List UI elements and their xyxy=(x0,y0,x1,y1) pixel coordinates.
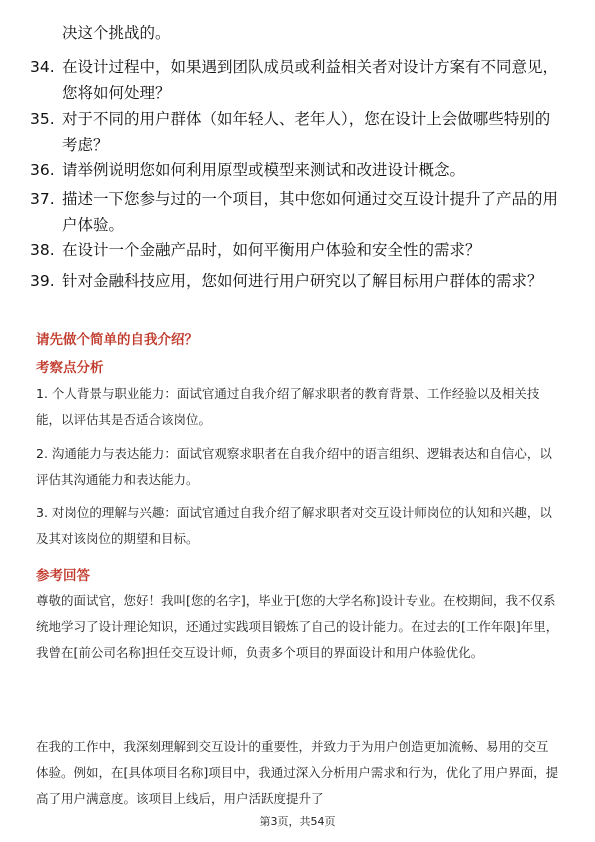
question-text: 请举例说明您如何利用原型或模型来测试和改进设计概念。 xyxy=(62,161,466,179)
analysis-point: 3. 对岗位的理解与兴趣：面试官通过自我介绍了解求职者对交互设计师岗位的认知和兴趣，以及其对该岗位的期望和目标。 xyxy=(36,505,552,546)
question-text: 对于不同的用户群体（如年轻人、老年人），您在设计上会做哪些特别的考虑？ xyxy=(62,110,551,154)
question-text: 针对金融科技应用，您如何进行用户研究以了解目标用户群体的需求？ xyxy=(62,272,543,290)
question-item xyxy=(30,54,570,106)
answer-heading: 参考回答 xyxy=(36,568,90,584)
continuation-text: 决这个挑战的。 xyxy=(62,24,171,42)
question-number: 36. xyxy=(30,161,55,179)
question-number: 38. xyxy=(30,241,55,259)
question-number: 39. xyxy=(30,272,55,290)
page-footer: 第3页，共54页 xyxy=(259,815,336,828)
answer-paragraph: 在我的工作中，我深刻理解到交互设计的重要性，并致力于为用户创造更加流畅、易用的交互体验。例如，在[具体项目名称]项目中，我通过深入分析用户需求和行为，优化了用户界面，提高了用户满意度。该项目上线后，用户活跃度提升了 xyxy=(36,739,559,806)
question-number: 34. xyxy=(30,58,55,76)
question-heading: 请先做个简单的自我介绍？ xyxy=(36,332,198,348)
question-text: 在设计过程中，如果遇到团队成员或利益相关者对设计方案有不同意见，您将如何处理？ xyxy=(62,58,559,102)
question-item xyxy=(30,106,570,158)
question-number: 37. xyxy=(30,190,55,208)
question-item xyxy=(30,186,570,238)
question-number: 35. xyxy=(30,110,55,128)
analysis-heading: 考察点分析 xyxy=(36,360,104,376)
analysis-point: 2. 沟通能力与表达能力：面试官观察求职者在自我介绍中的语言组织、逻辑表达和自信心，以评估其沟通能力和表达能力。 xyxy=(36,446,552,487)
answer-paragraph: 尊敬的面试官，您好！我叫[您的名字]，毕业于[您的大学名称]设计专业。在校期间，我不仅系统地学习了设计理论知识，还通过实践项目锻炼了自己的设计能力。在过去的[工作年限]年里，我曾在[前公司名称]担任交互设计师，负责多个项目的界面设计和用户体验优化。 xyxy=(36,593,559,660)
question-text: 在设计一个金融产品时，如何平衡用户体验和安全性的需求？ xyxy=(62,241,481,259)
question-item xyxy=(30,157,570,183)
question-item xyxy=(30,268,570,294)
question-item xyxy=(30,237,570,263)
analysis-point: 1. 个人背景与职业能力：面试官通过自我介绍了解求职者的教育背景、工作经验以及相关技能，以评估其是否适合该岗位。 xyxy=(36,386,540,427)
question-text: 描述一下您参与过的一个项目，其中您如何通过交互设计提升了产品的用户体验。 xyxy=(62,190,559,234)
